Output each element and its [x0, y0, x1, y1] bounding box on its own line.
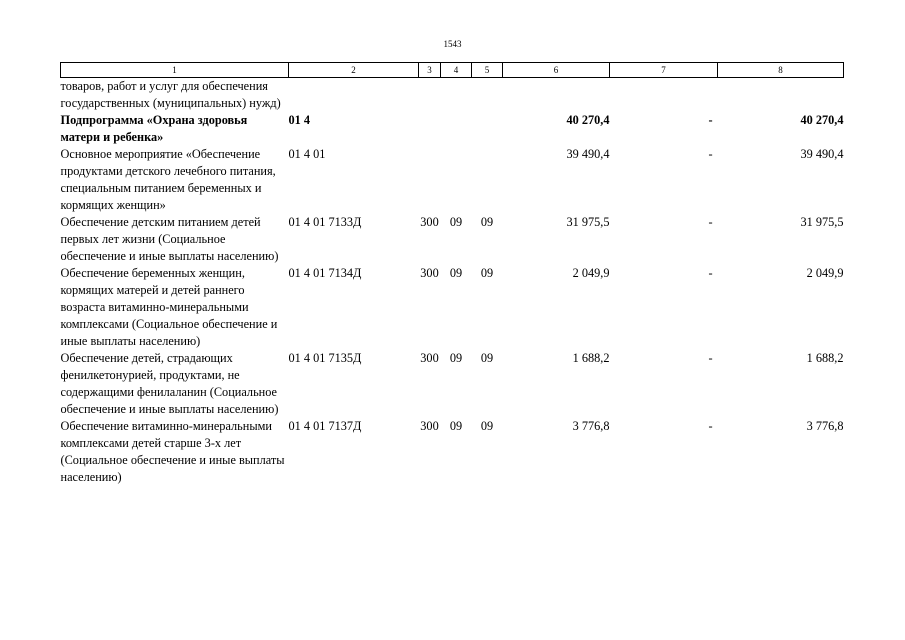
row-sum-col7	[610, 418, 718, 486]
row-code: 01 4 01 7133Д	[288, 215, 362, 229]
row-rz	[441, 78, 472, 113]
row-sum-col8: 39 490,4	[800, 147, 844, 161]
row-rz: 09	[449, 215, 463, 229]
row-sum-col7-value: -	[708, 419, 713, 433]
page-number: 1543	[443, 39, 462, 49]
row-rz: 09	[449, 419, 463, 433]
row-pr	[472, 146, 503, 214]
row-rz: 09	[449, 351, 463, 365]
row-sum-col8: 3 776,8	[806, 419, 844, 433]
row-sum-col6: 39 490,4	[566, 147, 610, 161]
budget-table	[60, 62, 844, 486]
row-rz: 09	[449, 266, 463, 280]
row-sum-col7	[610, 146, 718, 214]
table-header	[61, 63, 844, 78]
row-sum-col7-value: -	[708, 351, 713, 365]
row-vr: 300	[420, 351, 439, 365]
row-sum-col8: 40 270,4	[800, 113, 844, 127]
row-name: товаров, работ и услуг для обеспечения государственных (муниципальных) нужд)	[60, 79, 281, 110]
header-col-4: 4	[441, 63, 472, 78]
row-name: Обеспечение детским питанием детей первых лет жизни (Социальное обеспечение и иные выплаты населению)	[60, 215, 279, 263]
header-col-7: 7	[610, 63, 718, 78]
row-sum-col6: 3 776,8	[572, 419, 610, 433]
row-code: 01 4	[288, 113, 311, 127]
header-col-8: 8	[718, 63, 844, 78]
row-sum-col6: 40 270,4	[566, 113, 610, 127]
header-col-3: 3	[419, 63, 441, 78]
table-body	[61, 78, 844, 487]
row-sum-col7-value: -	[708, 266, 713, 280]
row-code: 01 4 01 7134Д	[288, 266, 362, 280]
header-col-2: 2	[289, 63, 419, 78]
row-name: Подпрограмма «Охрана здоровья матери и ребенка»	[60, 113, 248, 144]
row-code: 01 4 01 7137Д	[288, 419, 362, 433]
row-pr	[472, 112, 503, 146]
header-col-6: 6	[503, 63, 610, 78]
row-vr: 300	[420, 215, 439, 229]
row-sum-col8: 31 975,5	[800, 215, 844, 229]
table-row	[61, 78, 844, 113]
row-vr: 300	[420, 266, 439, 280]
row-sum-col7	[610, 350, 718, 418]
table-row	[61, 214, 844, 265]
row-rz	[441, 112, 472, 146]
header-col-5: 5	[472, 63, 503, 78]
row-sum-col7-value: -	[708, 215, 713, 229]
row-vr: 300	[420, 419, 439, 433]
row-name: Обеспечение детей, страдающих фенилкетонурией, продуктами, не содержащими фенилаланин (Социальное обеспечение и иные выплаты населению)	[60, 351, 279, 416]
row-vr	[419, 78, 441, 113]
row-name: Обеспечение витаминно-минеральными комплексами детей старше 3-х лет (Социальное обеспечение и иные выплаты населению)	[60, 419, 285, 484]
header-col-1: 1	[61, 63, 289, 78]
row-sum-col8	[718, 78, 844, 113]
row-pr: 09	[480, 215, 494, 229]
row-sum-col8: 1 688,2	[806, 351, 844, 365]
row-sum-col8: 2 049,9	[806, 266, 844, 280]
row-sum-col7	[610, 265, 718, 350]
row-sum-col7-value: -	[708, 147, 713, 161]
row-sum-col6: 1 688,2	[572, 351, 610, 365]
row-pr	[472, 78, 503, 113]
table-row	[61, 112, 844, 146]
row-code	[289, 78, 419, 113]
row-pr: 09	[480, 266, 494, 280]
row-sum-col7-value: -	[708, 113, 713, 127]
row-sum-col6	[503, 78, 610, 113]
row-code: 01 4 01 7135Д	[288, 351, 362, 365]
row-rz	[441, 146, 472, 214]
row-name: Основное мероприятие «Обеспечение продуктами детского лечебного питания, специальным питанием беременных и кормящих женщин»	[60, 147, 276, 212]
table-row	[61, 350, 844, 418]
row-sum-col6: 31 975,5	[566, 215, 610, 229]
row-vr	[419, 146, 441, 214]
table-row	[61, 265, 844, 350]
table-row	[61, 418, 844, 486]
row-code: 01 4 01	[288, 147, 326, 161]
row-sum-col7	[610, 78, 718, 113]
row-sum-col7	[610, 214, 718, 265]
row-pr: 09	[480, 419, 494, 433]
row-sum-col6: 2 049,9	[572, 266, 610, 280]
row-name: Обеспечение беременных женщин, кормящих матерей и детей раннего возраста витаминно-минеральными комплексами (Социальное обеспечение и иные выплаты населению)	[60, 266, 278, 348]
row-vr	[419, 112, 441, 146]
table-row	[61, 146, 844, 214]
row-sum-col7	[610, 112, 718, 146]
row-pr: 09	[480, 351, 494, 365]
header-row	[61, 63, 844, 78]
